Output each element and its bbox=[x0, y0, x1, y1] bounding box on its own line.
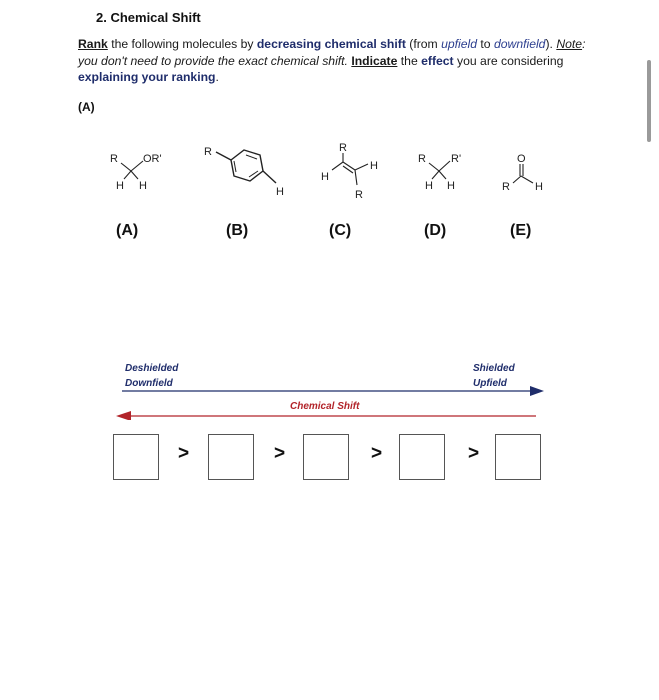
downfield-text: Downfield bbox=[125, 378, 173, 389]
instr-text-7: you are considering bbox=[453, 53, 564, 68]
mol-c-atom-r-bottom: R bbox=[355, 189, 363, 201]
molecule-c-structure bbox=[332, 153, 368, 185]
mol-e-atom-o: O bbox=[517, 153, 526, 165]
mol-c-atom-r-top: R bbox=[339, 142, 347, 154]
molecule-e-structure bbox=[513, 164, 533, 183]
note-keyword: Note bbox=[556, 37, 583, 51]
mol-b-atom-h: H bbox=[276, 186, 284, 198]
shift-arrows bbox=[0, 380, 659, 420]
mol-d-atom-h2: H bbox=[447, 180, 455, 192]
instr-text-5: : you don't need to provide the exact chemical shift. bbox=[78, 37, 586, 68]
mol-c-atom-h-right: H bbox=[370, 160, 378, 172]
upfield-keyword: upfield bbox=[441, 37, 478, 51]
deshielded-text: Deshielded bbox=[125, 363, 179, 374]
chemical-shift-label: Chemical Shift bbox=[290, 401, 360, 412]
instr-text-6: the bbox=[397, 53, 422, 68]
greater-than-3: > bbox=[371, 443, 383, 464]
molecule-d-structure bbox=[429, 161, 450, 179]
instr-text-1: the following molecules by bbox=[107, 37, 257, 51]
instr-text-2: (from bbox=[405, 37, 442, 51]
effect-keyword: effect bbox=[421, 53, 454, 68]
mol-a-atom-or: OR' bbox=[143, 153, 162, 165]
instr-text-4: ). bbox=[545, 37, 553, 51]
explaining-keyword: explaining your ranking bbox=[78, 70, 216, 84]
molecule-label-b: (B) bbox=[226, 222, 249, 239]
mol-d-atom-r: R bbox=[418, 153, 426, 165]
downfield-keyword: downfield bbox=[493, 37, 546, 51]
greater-than-2: > bbox=[274, 443, 286, 464]
rank-box-1[interactable] bbox=[113, 434, 159, 480]
greater-than-4: > bbox=[468, 443, 480, 464]
molecule-label-a: (A) bbox=[116, 222, 139, 239]
mol-c-atom-h-left: H bbox=[321, 171, 329, 183]
indicate-keyword: Indicate bbox=[351, 53, 398, 68]
mol-e-atom-h: H bbox=[535, 181, 543, 193]
mol-d-atom-h1: H bbox=[425, 180, 433, 192]
mol-a-atom-h2: H bbox=[139, 180, 147, 192]
part-label: (A) bbox=[78, 100, 95, 114]
mol-a-atom-h1: H bbox=[116, 180, 124, 192]
greater-than-1: > bbox=[178, 443, 190, 464]
question-title: 2. Chemical Shift bbox=[96, 10, 201, 25]
rank-box-3[interactable] bbox=[303, 434, 349, 480]
mol-a-atom-r: R bbox=[110, 153, 118, 165]
molecule-label-e: (E) bbox=[510, 222, 532, 239]
molecule-label-d: (D) bbox=[424, 222, 447, 239]
molecule-b-structure bbox=[216, 150, 276, 183]
shielded-text: Shielded bbox=[473, 363, 515, 374]
rank-box-2[interactable] bbox=[208, 434, 254, 480]
mol-d-atom-r-prime: R' bbox=[451, 153, 462, 165]
chemical-shift-arrowhead bbox=[116, 411, 131, 420]
instr-text-8: . bbox=[215, 70, 219, 84]
mol-b-atom-r: R bbox=[204, 146, 212, 158]
mol-e-atom-r: R bbox=[502, 181, 510, 193]
rank-box-4[interactable] bbox=[399, 434, 445, 480]
upfield-text: Upfield bbox=[473, 378, 507, 389]
molecule-structures bbox=[0, 0, 659, 260]
rank-box-5[interactable] bbox=[495, 434, 541, 480]
decreasing-shift-keyword: decreasing chemical shift bbox=[256, 37, 406, 51]
upfield-arrowhead bbox=[530, 386, 544, 396]
rank-keyword: Rank bbox=[78, 37, 108, 51]
molecule-a-structure bbox=[121, 161, 143, 179]
instr-text-3: to bbox=[477, 37, 494, 51]
molecule-label-c: (C) bbox=[329, 222, 352, 239]
